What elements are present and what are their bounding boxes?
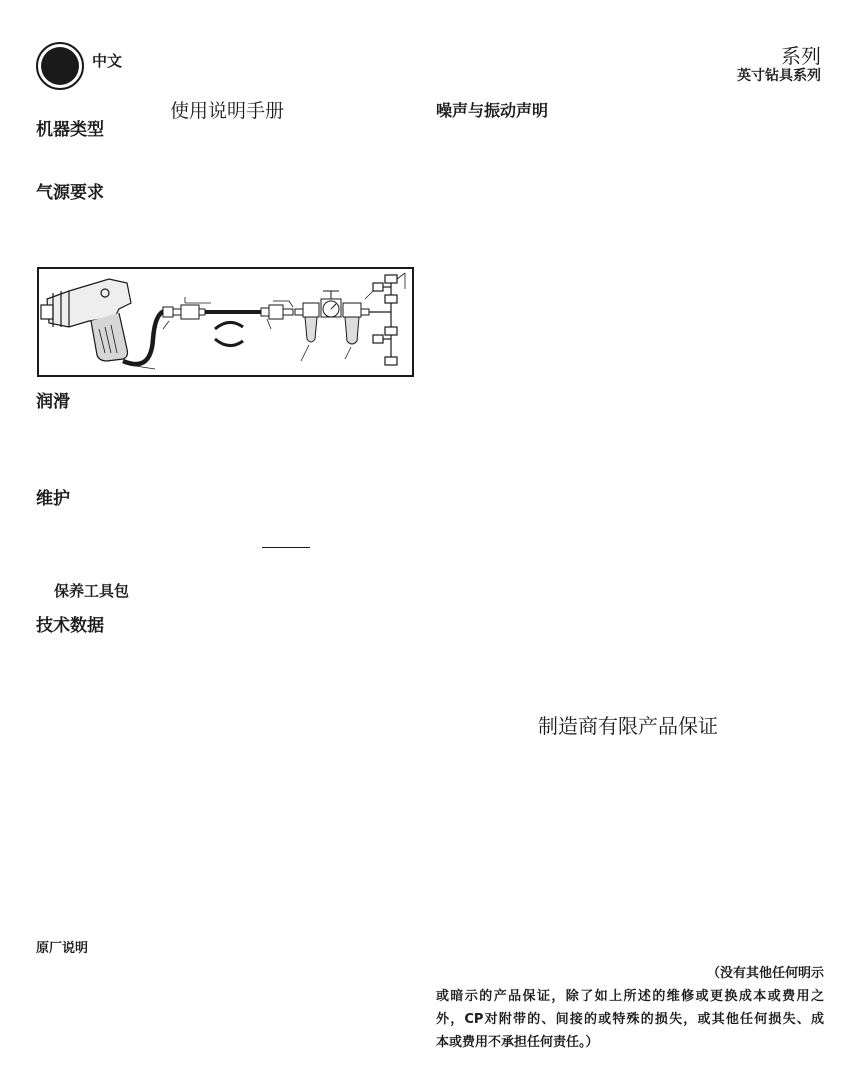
manual-title: 使用说明手册 bbox=[170, 100, 285, 122]
installation-figure bbox=[37, 267, 414, 377]
warranty-line: 外，CP对附带的、间接的或特殊的损失，或其他任何损失、成 bbox=[436, 1012, 824, 1027]
series-subtitle: 英寸钻具系列 bbox=[737, 68, 821, 84]
warranty-line: 本或费用不承担任何责任。） bbox=[436, 1035, 599, 1050]
air-tool-installation-diagram-icon bbox=[39, 269, 412, 375]
section-noise-vibration: 噪声与振动声明 bbox=[436, 101, 549, 120]
underline-rule bbox=[262, 547, 310, 548]
warranty-line: （没有其他任何明示 bbox=[706, 966, 824, 981]
section-lubrication: 润滑 bbox=[36, 392, 70, 412]
language-badge-icon bbox=[36, 42, 84, 90]
section-maintenance: 维护 bbox=[36, 489, 70, 509]
warranty-title: 制造商有限产品保证 bbox=[538, 714, 718, 738]
language-label: 中文 bbox=[92, 52, 123, 70]
original-instructions: 原厂说明 bbox=[36, 941, 89, 956]
section-air-requirements: 气源要求 bbox=[36, 183, 104, 203]
section-service-kit: 保养工具包 bbox=[54, 582, 130, 600]
section-machine-type: 机器类型 bbox=[36, 120, 104, 140]
warranty-line: 或暗示的产品保证，除了如上所述的维修或更换成本或费用之 bbox=[436, 989, 824, 1004]
series-title: 系列 bbox=[781, 44, 821, 68]
section-technical-data: 技术数据 bbox=[36, 616, 104, 636]
warranty-paragraph bbox=[436, 962, 824, 1054]
